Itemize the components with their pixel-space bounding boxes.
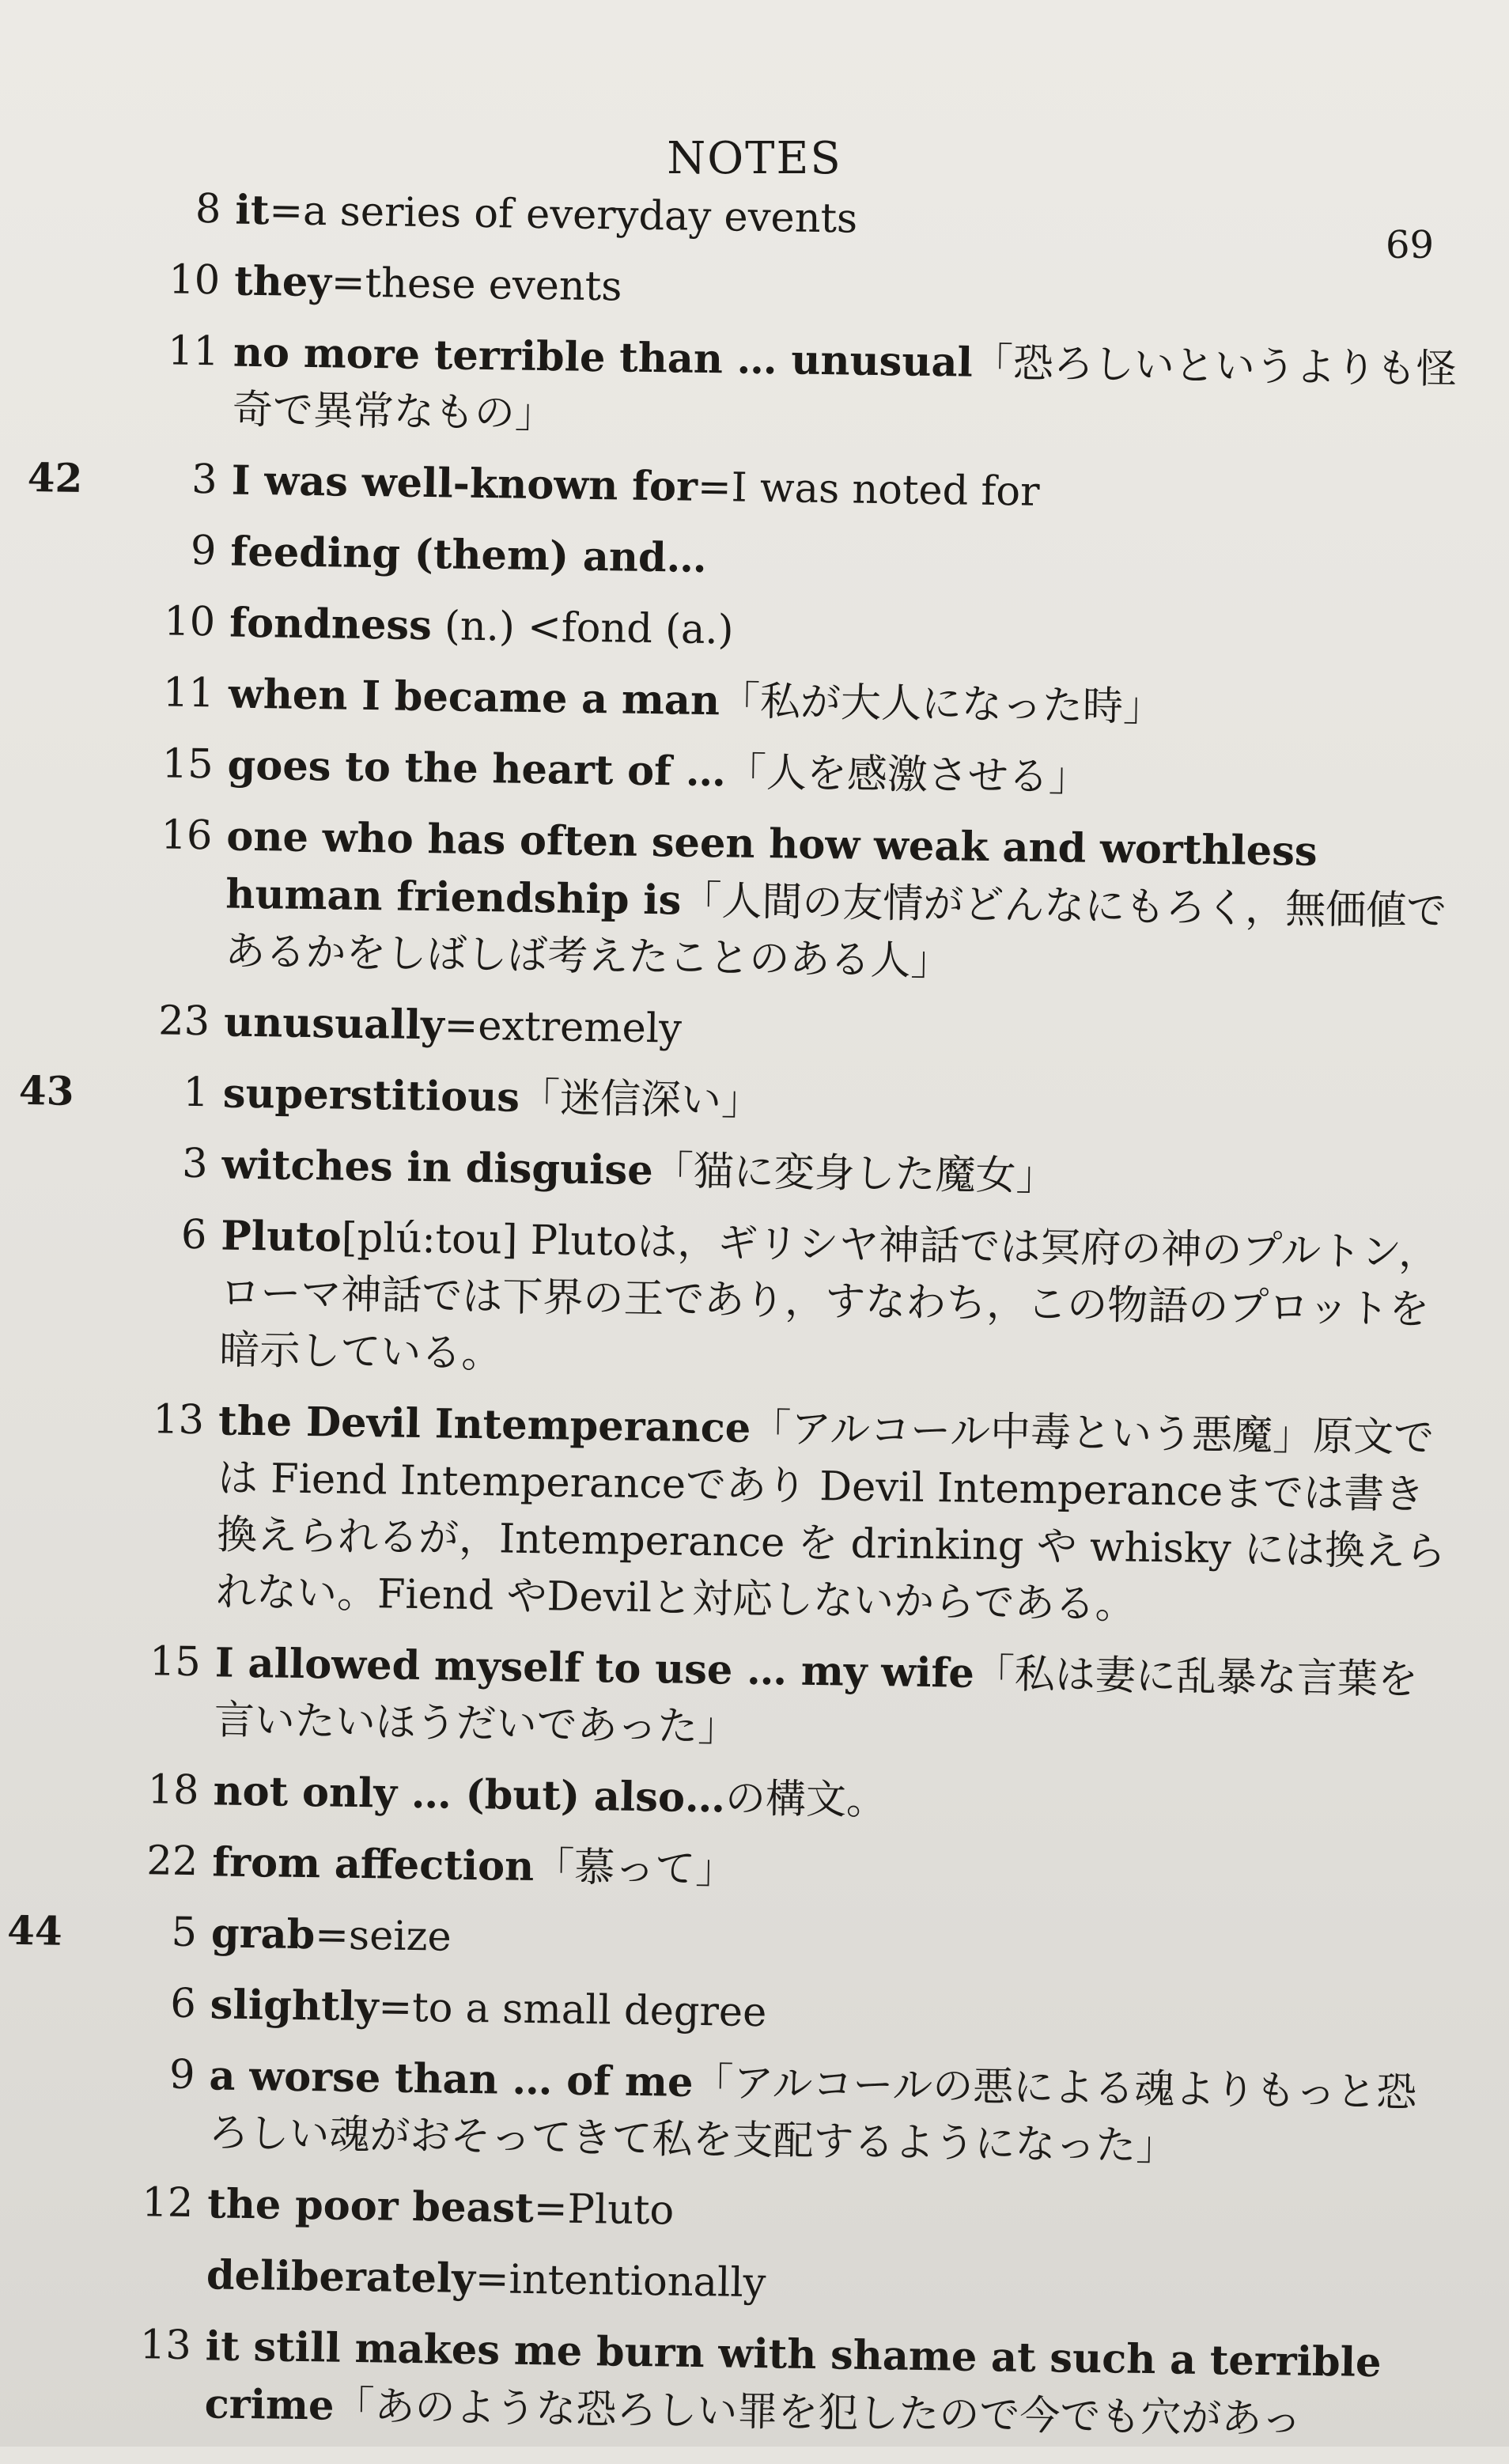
page-header: NOTES — [667, 133, 842, 184]
page-ref — [11, 1632, 82, 1633]
note-gloss: =intentionally — [475, 2256, 766, 2307]
line-ref: 13 — [152, 1396, 205, 1444]
note-gloss: 「猫に変身した魔女」 — [652, 1148, 1057, 1201]
line-ref: 6 — [169, 1980, 197, 2028]
line-ref — [90, 2245, 193, 2246]
line-ref: 1 — [183, 1069, 210, 1117]
note-term: one who has often seen how weak and worthless human friendship is — [225, 812, 1318, 925]
note-entry — [30, 250, 1470, 327]
note-gloss: 「人を感激させる」 — [725, 749, 1090, 801]
note-term: a worse than … of me — [209, 2052, 694, 2106]
note-term: I allowed myself to use … my wife — [214, 1639, 975, 1698]
page-ref — [21, 991, 92, 992]
page-ref — [17, 1205, 89, 1206]
note-term: the Devil Intemperance — [217, 1397, 751, 1452]
notes-list — [0, 179, 1471, 2464]
note-entry — [6, 1974, 1446, 2051]
note-entry — [27, 449, 1467, 527]
note-entry — [26, 520, 1466, 598]
line-ref: 3 — [191, 456, 218, 504]
line-ref: 16 — [161, 812, 213, 860]
line-ref: 10 — [168, 256, 221, 305]
line-ref: 15 — [161, 740, 214, 789]
note-entry — [7, 1902, 1447, 1980]
page-ref — [32, 179, 103, 180]
note-entry — [23, 734, 1463, 812]
note-entry — [2, 2244, 1443, 2322]
note-term: slightly — [210, 1981, 379, 2031]
note-gloss: 「あのような恐ろしい罪を犯したので今でも穴があっ — [334, 2383, 1303, 2443]
line-ref: 9 — [190, 527, 217, 575]
note-term: when I became a man — [228, 670, 720, 725]
note-gloss: =extremely — [444, 1002, 683, 1053]
line-ref: 9 — [168, 2051, 195, 2099]
note-gloss: 「アルコール中毒という悪魔」原文では Fiend Intemperanceであり Devil Intemperanceまでは書き換えられるが，Intemperance を drinking や whisky には換えられない。Fiend やDevilと対応しないからである。 — [215, 1405, 1447, 1629]
note-term: no more terrible than … unusual — [233, 328, 974, 387]
page-ref: 42 — [27, 453, 83, 502]
page-ref — [23, 805, 94, 806]
page-ref — [4, 2173, 75, 2174]
page-ref — [29, 321, 100, 322]
note-gloss: =seize — [314, 1912, 452, 1961]
note-entry — [28, 321, 1469, 456]
note-gloss: の構文。 — [724, 1775, 887, 1825]
note-term: from affection — [211, 1838, 535, 1891]
note-term: they — [233, 257, 332, 307]
line-ref: 11 — [167, 327, 220, 376]
page-ref — [9, 1831, 80, 1832]
note-entry — [31, 179, 1471, 256]
line-ref: 8 — [195, 185, 221, 233]
note-term: superstitious — [222, 1069, 520, 1122]
note-entry — [17, 1134, 1458, 1211]
note-entry — [3, 2173, 1443, 2250]
note-gloss: =to a small degree — [378, 1984, 767, 2037]
note-entry — [18, 1062, 1458, 1140]
line-ref: 13 — [139, 2322, 192, 2370]
line-ref: 23 — [157, 997, 210, 1046]
line-ref: 6 — [180, 1211, 207, 1259]
note-gloss: 「私は妻に乱暴な言葉を言いたいほうだいであった」 — [214, 1650, 1419, 1751]
note-term: it — [235, 186, 270, 235]
note-term: feeding (them) and… — [230, 528, 708, 582]
note-term: Pluto — [220, 1212, 342, 1262]
note-entry — [9, 1760, 1449, 1838]
page-ref — [15, 1390, 86, 1391]
note-gloss: 「人間の友情がどんなにもろく，無価値であるかをしばしば考えたことのある人」 — [224, 877, 1447, 986]
note-term: fondness — [229, 599, 433, 650]
note-entry — [20, 991, 1460, 1069]
page-ref — [9, 1760, 81, 1761]
page-ref — [25, 663, 96, 664]
page-ref — [2, 2315, 73, 2316]
note-term: unusually — [223, 998, 444, 1050]
note-entry — [0, 2315, 1441, 2451]
note-gloss: (n.) <fond (a.) — [431, 603, 734, 654]
note-term: I was well-known for — [231, 456, 698, 511]
note-gloss: =these events — [331, 259, 622, 311]
note-entry — [12, 1390, 1454, 1638]
note-gloss: 「慕って」 — [533, 1844, 736, 1894]
note-term: it still makes me burn with shame at such a terrible crime — [204, 2322, 1382, 2430]
note-term: the poor beast — [206, 2180, 535, 2233]
note-entry — [15, 1205, 1457, 1396]
line-ref: 11 — [162, 669, 215, 717]
note-entry — [24, 663, 1464, 740]
note-gloss: 「アルコールの悪による魂よりもっと恐ろしい魂がおそってきて私を支配するようになった」 — [208, 2059, 1417, 2171]
note-term: goes to the heart of … — [227, 741, 727, 797]
note-entry — [9, 1632, 1450, 1766]
note-entry — [21, 805, 1462, 997]
line-ref: 5 — [171, 1909, 198, 1957]
note-gloss: =a series of everyday events — [268, 187, 858, 243]
note-gloss: =Pluto — [533, 2186, 675, 2235]
line-ref: 12 — [141, 2179, 194, 2227]
note-gloss: 「私が大人になった時」 — [719, 678, 1164, 732]
note-gloss: 「迷信深い」 — [519, 1074, 762, 1125]
line-ref: 18 — [147, 1766, 199, 1815]
note-term: grab — [210, 1910, 316, 1959]
note-gloss: =I was noted for — [697, 464, 1040, 516]
page-number: 69 — [1386, 223, 1435, 267]
note-gloss: [plú:tou] Plutoは，ギリシヤ神話では冥府の神のプルトン，ローマ神話では下界の王であり，すなわち，この物語のプロットを暗示している。 — [218, 1214, 1439, 1378]
note-entry — [8, 1831, 1448, 1909]
note-entry — [4, 2045, 1445, 2179]
page-ref — [27, 520, 98, 521]
note-term: not only … (but) also… — [213, 1767, 726, 1822]
page-ref: 43 — [18, 1066, 74, 1115]
line-ref: 22 — [146, 1838, 199, 1886]
note-gloss: 「恐ろしいというよりも怪奇で異常なもの」 — [232, 339, 1458, 438]
page-ref — [3, 2244, 74, 2245]
note-entry — [25, 592, 1466, 669]
note-term: witches in disguise — [221, 1141, 654, 1195]
line-ref: 15 — [149, 1638, 202, 1686]
page-ref — [24, 734, 95, 735]
note-term: deliberately — [206, 2251, 476, 2303]
page-ref — [6, 2045, 77, 2046]
page-ref: 44 — [6, 1906, 63, 1955]
line-ref: 10 — [163, 598, 216, 646]
page-ref — [31, 250, 102, 251]
line-ref: 3 — [181, 1140, 209, 1188]
